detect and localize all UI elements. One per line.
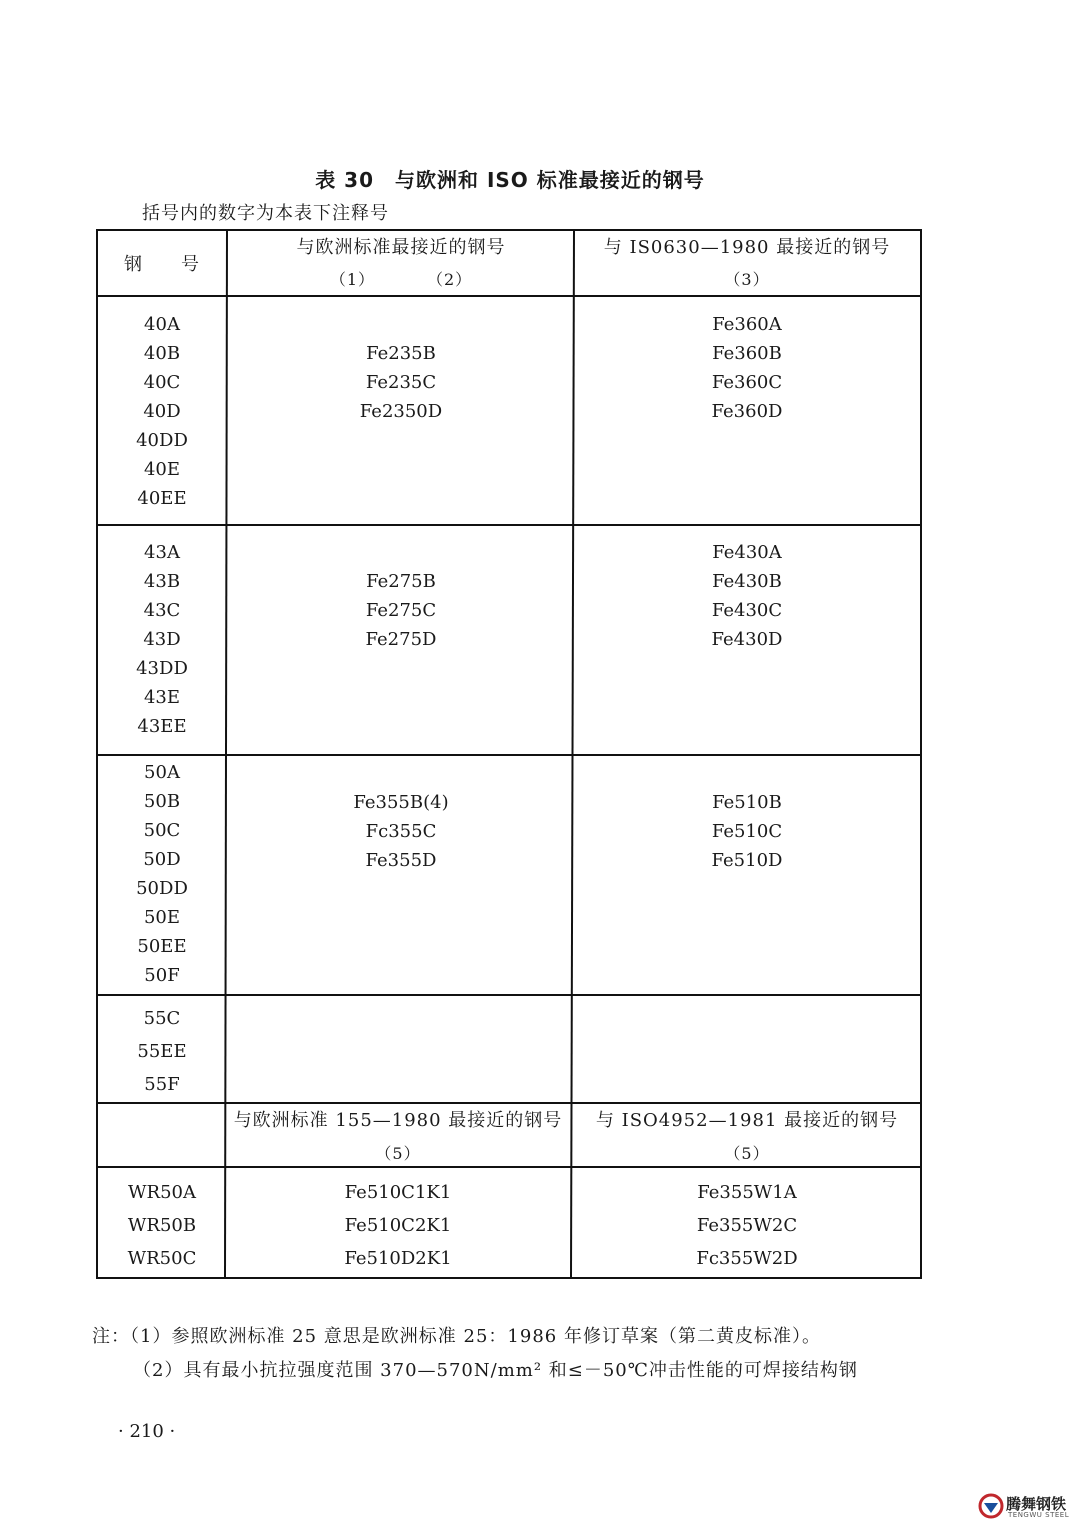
grade-list-43 <box>98 538 226 741</box>
iso-cell: Fe360B <box>712 343 782 364</box>
grade-cell: 43B <box>143 571 181 592</box>
iso-cell: Fe510B <box>712 792 782 813</box>
iso-cell: Fe430A <box>712 542 782 563</box>
euro-cell: Fe275B <box>366 571 436 592</box>
header-iso-notes: （3） <box>724 270 770 289</box>
table-subtitle: 括号内的数字为本表下注释号 <box>142 203 389 224</box>
grade-cell: WR50B <box>127 1215 197 1236</box>
header-iso: 与 IS0630—1980 最接近的钢号 <box>603 237 891 258</box>
grade-cell: 55C <box>143 1008 181 1029</box>
header-euro-notes: （1） （2） <box>329 270 473 289</box>
grade-cell: 50E <box>143 907 181 928</box>
grade-cell: 40EE <box>137 488 187 509</box>
note-2: （2）具有最小抗拉强度范围 370—570N/mm² 和≤－50℃冲击性能的可焊接结构钢 <box>133 1360 858 1381</box>
logo-text: 腾舞钢铁 <box>1006 1495 1067 1513</box>
grade-cell: 50DD <box>136 878 188 899</box>
header-euro-155: 与欧洲标准 155—1980 最接近的钢号 <box>233 1110 563 1131</box>
euro-cell: Fe235B <box>366 343 436 364</box>
iso-list-40 <box>574 310 920 426</box>
euro-list-43 <box>228 567 574 654</box>
grade-cell: 50A <box>144 762 180 783</box>
table-title: 表 30 与欧洲和 ISO 标准最接近的钢号 <box>315 168 705 192</box>
grade-cell: 50F <box>144 965 180 986</box>
euro-cell: Fe275D <box>365 629 437 650</box>
grade-list-40 <box>98 310 226 513</box>
header-iso-4952-note: （5） <box>724 1144 770 1163</box>
grade-cell: 40DD <box>136 430 188 451</box>
iso-cell: Fe430C <box>711 600 783 621</box>
grade-cell: 43D <box>143 629 181 650</box>
grade-list-wr <box>98 1176 226 1275</box>
euro-cell: Fe510C1K1 <box>344 1182 452 1203</box>
euro-cell: Fe510C2K1 <box>344 1215 452 1236</box>
grade-cell: 40E <box>143 459 181 480</box>
euro-cell: Fe275C <box>365 600 437 621</box>
euro-cell: Fe2350D <box>359 401 443 422</box>
iso-cell: Fe355W1A <box>697 1182 797 1203</box>
iso-cell: Fe360D <box>711 401 783 422</box>
euro-cell: Fe510D2K1 <box>344 1248 452 1269</box>
iso-list-43 <box>574 538 920 654</box>
iso-cell: Fe360C <box>711 372 783 393</box>
header-iso-4952: 与 ISO4952—1981 最接近的钢号 <box>595 1110 899 1131</box>
grade-cell: 43EE <box>137 716 187 737</box>
header-euro: 与欧洲标准最接近的钢号 <box>296 237 506 258</box>
watermark-logo <box>978 1493 1088 1521</box>
logo-subtext: TENGWU STEEL <box>1008 1511 1070 1519</box>
euro-cell: Fe355D <box>365 850 437 871</box>
grade-cell: 55EE <box>137 1041 187 1062</box>
tengwu-logo-icon <box>978 1493 1004 1519</box>
grade-cell: 43A <box>144 542 180 563</box>
euro-list-50 <box>228 788 574 875</box>
grade-cell: 43DD <box>136 658 188 679</box>
grade-cell: 50C <box>143 820 181 841</box>
note-1: 注：（1）参照欧洲标准 25 意思是欧洲标准 25：1986 年修订草案（第二黄皮标准）。 <box>92 1326 821 1347</box>
iso-cell: Fe510D <box>711 850 783 871</box>
grade-cell: WR50A <box>128 1182 196 1203</box>
grade-cell: 50EE <box>137 936 187 957</box>
euro-cell: Fe355B(4) <box>353 792 449 813</box>
iso-list-50 <box>574 788 920 875</box>
grade-cell: 40D <box>143 401 181 422</box>
euro-list-wr <box>222 1176 574 1275</box>
iso-cell: Fe430D <box>711 629 783 650</box>
iso-cell: Fe430B <box>712 571 782 592</box>
grade-cell: 43E <box>143 687 181 708</box>
grade-cell: 40B <box>143 343 181 364</box>
grade-cell: 43C <box>143 600 181 621</box>
iso-list-wr <box>574 1176 920 1275</box>
header-grade: 钢 号 <box>124 254 200 275</box>
grade-cell: WR50C <box>127 1248 197 1269</box>
iso-cell: Fc355W2D <box>696 1248 798 1269</box>
euro-list-40 <box>228 339 574 426</box>
grade-list-55 <box>98 1002 226 1101</box>
iso-cell: Fe510C <box>711 821 783 842</box>
grade-cell: 55F <box>144 1074 180 1095</box>
grade-cell: 40A <box>144 314 180 335</box>
grade-cell: 50D <box>143 849 181 870</box>
euro-cell: Fc355C <box>365 821 437 842</box>
grade-cell: 40C <box>143 372 181 393</box>
euro-cell: Fe235C <box>365 372 437 393</box>
page-number: · 210 · <box>118 1421 176 1442</box>
iso-cell: Fe360A <box>712 314 782 335</box>
grade-list-50 <box>98 758 226 990</box>
header-euro-155-note: （5） <box>375 1144 421 1163</box>
grade-cell: 50B <box>143 791 181 812</box>
iso-cell: Fe355W2C <box>696 1215 798 1236</box>
